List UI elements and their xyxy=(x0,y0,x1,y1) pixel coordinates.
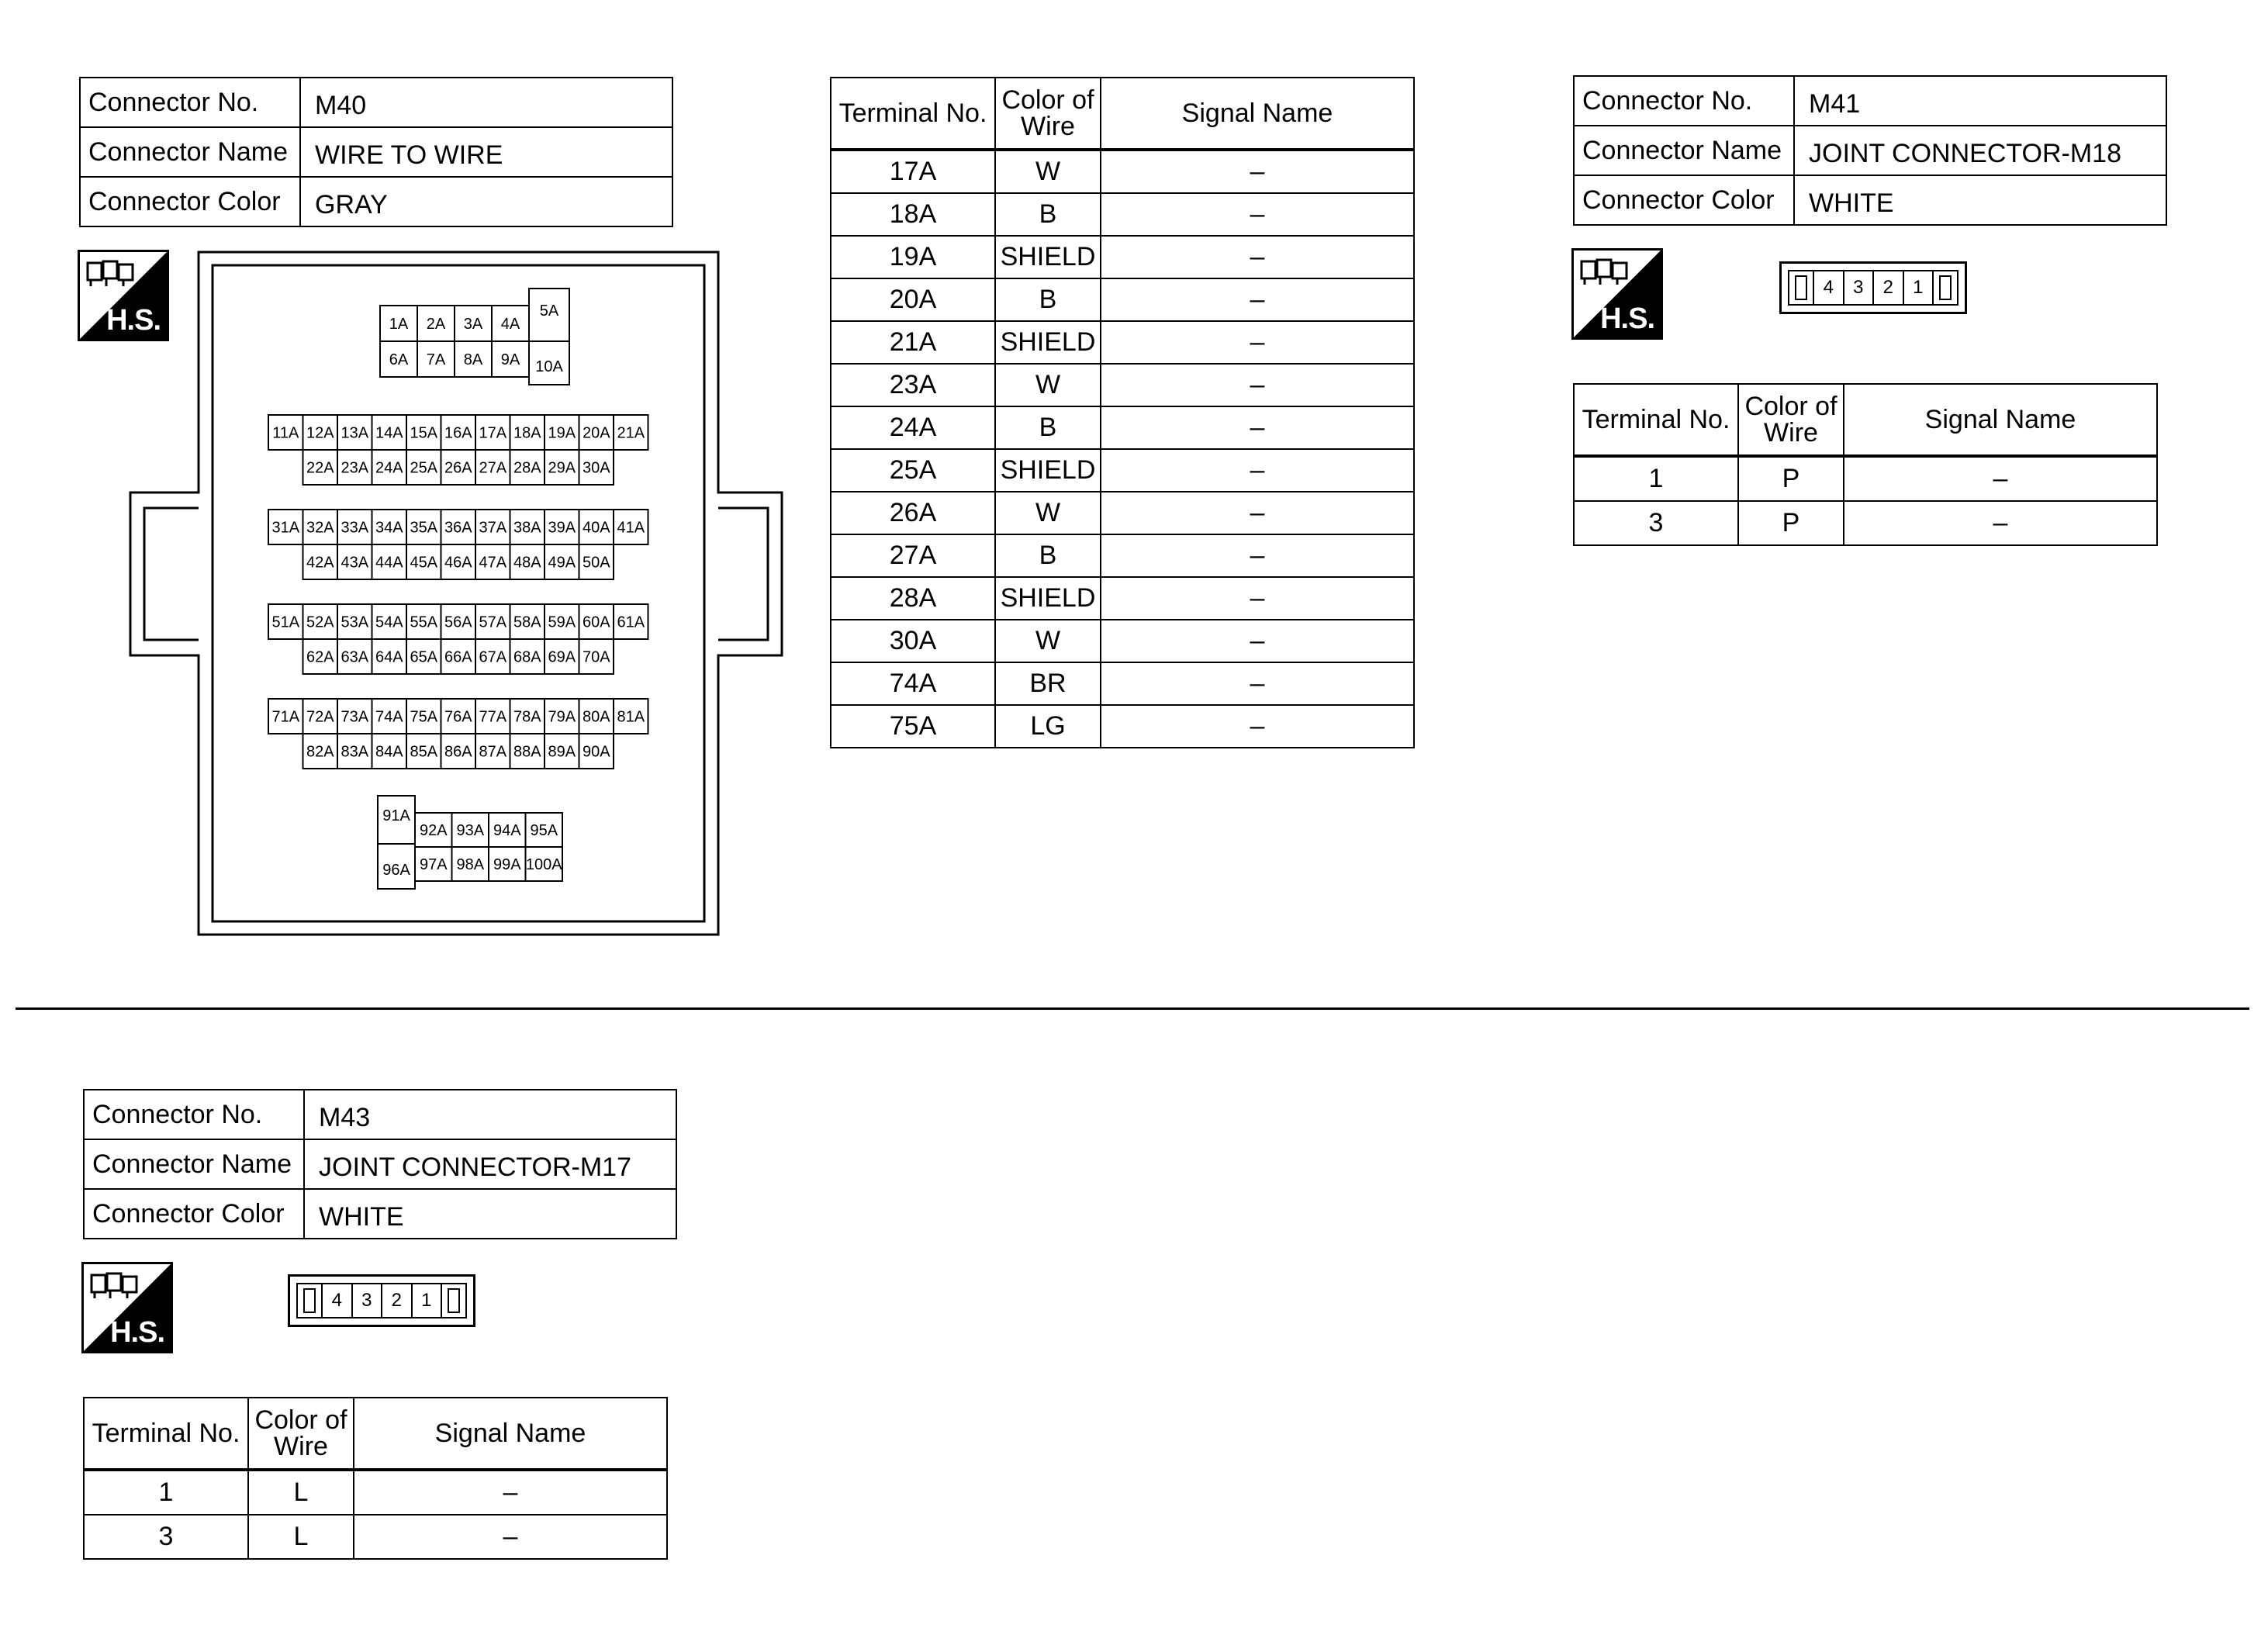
signal-name-cell: – xyxy=(1101,705,1414,748)
wire-color-cell: SHIELD xyxy=(995,577,1101,620)
terminal-no-header: Terminal No. xyxy=(1574,384,1738,456)
terminal-label: 35A xyxy=(410,519,438,537)
terminal-label: 23A xyxy=(341,459,369,477)
terminal-label: 70A xyxy=(582,648,610,666)
terminal-no-cell: 18A xyxy=(831,193,995,236)
connector-lock-slot xyxy=(441,1284,465,1317)
signal-name-cell: – xyxy=(1101,193,1414,236)
m43-info-table xyxy=(83,1089,677,1239)
terminal-label: 14A xyxy=(375,424,403,442)
terminal-no-cell: 3 xyxy=(1574,501,1738,545)
terminal-label: 30A xyxy=(582,459,610,477)
terminal-label: 19A xyxy=(548,424,576,442)
terminal-label: 52A xyxy=(306,613,334,631)
signal-name-cell: – xyxy=(1101,449,1414,492)
connector-color-value: WHITE xyxy=(1794,175,2166,225)
m43-connector-face xyxy=(288,1274,475,1327)
terminal-label: 38A xyxy=(513,519,541,537)
wire-color-cell: LG xyxy=(995,705,1101,748)
terminal-label: 60A xyxy=(582,613,610,631)
table-row xyxy=(831,492,1414,534)
terminal-label: 64A xyxy=(375,648,403,666)
terminal-label: 82A xyxy=(306,743,334,761)
table-row xyxy=(831,278,1414,321)
terminal-label: 17A xyxy=(479,424,507,442)
signal-name-cell: – xyxy=(354,1515,667,1559)
m40-terminal-table xyxy=(830,77,1415,748)
terminal-label: 61A xyxy=(617,613,645,631)
terminal-label: 20A xyxy=(582,424,610,442)
wire-color-cell: SHIELD xyxy=(995,449,1101,492)
pin-1: 1 xyxy=(1913,277,1924,298)
terminal-label: 73A xyxy=(341,708,369,726)
connector-no-value: M41 xyxy=(1794,76,2166,126)
table-row xyxy=(831,406,1414,449)
connector-color-value: GRAY xyxy=(300,177,672,226)
connector-no-value: M40 xyxy=(300,78,672,127)
terminal-label: 53A xyxy=(341,613,369,631)
wire-color-cell: L xyxy=(248,1515,354,1559)
pin-1: 1 xyxy=(421,1290,432,1311)
terminal-label: 92A xyxy=(419,822,448,839)
terminal-no-cell: 17A xyxy=(831,150,995,193)
terminal-label: 97A xyxy=(419,856,448,873)
terminal-label: 49A xyxy=(548,554,576,572)
terminal-label: 44A xyxy=(375,554,403,572)
connector-name-label: Connector Name xyxy=(1574,126,1794,175)
terminal-label: 71A xyxy=(271,708,300,726)
terminal-label: 69A xyxy=(548,648,576,666)
terminal-label: 34A xyxy=(375,519,403,537)
signal-name-cell: – xyxy=(1101,364,1414,406)
hs-badge-icon xyxy=(81,1262,173,1353)
terminal-label: 6A xyxy=(389,351,409,368)
table-row xyxy=(831,577,1414,620)
signal-name-header: Signal Name xyxy=(1844,384,2157,456)
m40-connector-face xyxy=(124,248,791,938)
connector-color-label: Connector Color xyxy=(1574,175,1794,225)
terminal-label: 7A xyxy=(426,351,446,368)
terminal-label: 22A xyxy=(306,459,334,477)
terminal-label: 13A xyxy=(341,424,369,442)
wire-color-cell: L xyxy=(248,1470,354,1515)
wire-color-cell: W xyxy=(995,492,1101,534)
terminal-label: 94A xyxy=(493,822,521,839)
terminal-no-header: Terminal No. xyxy=(84,1398,248,1470)
terminal-no-cell: 27A xyxy=(831,534,995,577)
terminal-label: 80A xyxy=(582,708,610,726)
terminal-label: 24A xyxy=(375,459,403,477)
terminal-label: 9A xyxy=(500,351,520,368)
terminal-label: 29A xyxy=(548,459,576,477)
pin-2: 2 xyxy=(1874,271,1904,304)
signal-name-header: Signal Name xyxy=(1101,78,1414,150)
pin-3: 3 xyxy=(1844,271,1875,304)
color-of-wire-header: Color of Wire xyxy=(995,78,1101,150)
signal-name-cell: – xyxy=(1101,321,1414,364)
wire-color-cell: SHIELD xyxy=(995,321,1101,364)
connector-color-label: Connector Color xyxy=(80,177,300,226)
terminal-label: 10A xyxy=(535,358,563,375)
wire-color-cell: P xyxy=(1738,456,1844,501)
terminal-label: 15A xyxy=(410,424,438,442)
terminal-label: 32A xyxy=(306,519,334,537)
table-row xyxy=(84,1470,667,1515)
terminal-label: 63A xyxy=(341,648,369,666)
terminal-label: 2A xyxy=(426,316,446,333)
terminal-no-cell: 24A xyxy=(831,406,995,449)
terminal-label: 40A xyxy=(582,519,610,537)
terminal-label: 48A xyxy=(513,554,541,572)
terminal-label: 56A xyxy=(444,613,472,631)
terminal-label: 83A xyxy=(341,743,369,761)
terminal-no-cell: 25A xyxy=(831,449,995,492)
terminal-label: 55A xyxy=(410,613,438,631)
terminal-label: 75A xyxy=(410,708,438,726)
terminal-label: 59A xyxy=(548,613,576,631)
terminal-label: 33A xyxy=(341,519,369,537)
terminal-label: 86A xyxy=(444,743,472,761)
connector-no-value: M43 xyxy=(304,1090,676,1139)
connector-lock-slot xyxy=(298,1284,323,1317)
terminal-label: 45A xyxy=(410,554,438,572)
connector-name-value: JOINT CONNECTOR-M17 xyxy=(304,1139,676,1189)
terminal-label: 78A xyxy=(513,708,541,726)
terminal-label: 96A xyxy=(382,862,410,879)
connector-no-label: Connector No. xyxy=(84,1090,304,1139)
table-row xyxy=(1574,501,2157,545)
wire-color-cell: B xyxy=(995,406,1101,449)
terminal-label: 41A xyxy=(617,519,645,537)
pin-3: 3 xyxy=(353,1284,383,1317)
signal-name-header: Signal Name xyxy=(354,1398,667,1470)
connector-color-value: WHITE xyxy=(304,1189,676,1239)
terminal-no-cell: 28A xyxy=(831,577,995,620)
pin-4: 4 xyxy=(323,1284,353,1317)
pin-2: 2 xyxy=(382,1284,413,1317)
terminal-label: 74A xyxy=(375,708,403,726)
pin-4: 4 xyxy=(1814,271,1844,304)
signal-name-cell: – xyxy=(1101,620,1414,662)
terminal-label: 77A xyxy=(479,708,507,726)
terminal-label: 54A xyxy=(375,613,403,631)
signal-name-cell: – xyxy=(1844,501,2157,545)
terminal-no-cell: 20A xyxy=(831,278,995,321)
terminal-label: 5A xyxy=(539,302,559,320)
terminal-label: 58A xyxy=(513,613,541,631)
hs-label: H.S. xyxy=(106,304,161,337)
terminal-label: 21A xyxy=(617,424,645,442)
connector-name-label: Connector Name xyxy=(80,127,300,177)
connector-color-label: Connector Color xyxy=(84,1189,304,1239)
signal-name-cell: – xyxy=(1101,662,1414,705)
terminal-no-cell: 74A xyxy=(831,662,995,705)
table-row xyxy=(831,364,1414,406)
terminal-label: 27A xyxy=(479,459,507,477)
terminal-label: 99A xyxy=(493,856,521,873)
terminal-no-cell: 1 xyxy=(1574,456,1738,501)
terminal-label: 57A xyxy=(479,613,507,631)
terminal-label: 31A xyxy=(271,519,300,537)
section-divider xyxy=(16,1007,2249,1010)
terminal-label: 37A xyxy=(479,519,507,537)
connector-name-value: JOINT CONNECTOR-M18 xyxy=(1794,126,2166,175)
connector-lock-slot xyxy=(1932,271,1957,304)
wire-color-cell: B xyxy=(995,193,1101,236)
terminal-label: 68A xyxy=(513,648,541,666)
table-row xyxy=(831,449,1414,492)
terminal-label: 28A xyxy=(513,459,541,477)
m40-info-table xyxy=(79,77,673,227)
terminal-label: 84A xyxy=(375,743,403,761)
terminal-label: 25A xyxy=(410,459,438,477)
connector-name-value: WIRE TO WIRE xyxy=(300,127,672,177)
wire-color-cell: B xyxy=(995,534,1101,577)
terminal-label: 67A xyxy=(479,648,507,666)
terminal-label: 93A xyxy=(456,822,485,839)
connector-no-label: Connector No. xyxy=(80,78,300,127)
table-row xyxy=(831,150,1414,193)
signal-name-cell: – xyxy=(1101,278,1414,321)
terminal-label: 65A xyxy=(410,648,438,666)
terminal-label: 95A xyxy=(530,822,558,839)
terminal-no-cell: 1 xyxy=(84,1470,248,1515)
wire-color-cell: SHIELD xyxy=(995,236,1101,278)
table-row xyxy=(831,620,1414,662)
terminal-label: 43A xyxy=(341,554,369,572)
terminal-label: 1A xyxy=(389,316,409,333)
terminal-label: 42A xyxy=(306,554,334,572)
terminal-label: 85A xyxy=(410,743,438,761)
table-row xyxy=(831,662,1414,705)
terminal-no-cell: 75A xyxy=(831,705,995,748)
terminal-label: 26A xyxy=(444,459,472,477)
table-row xyxy=(831,236,1414,278)
wire-color-cell: B xyxy=(995,278,1101,321)
terminal-label: 51A xyxy=(271,613,300,631)
signal-name-cell: – xyxy=(354,1470,667,1515)
right-latch xyxy=(718,508,768,640)
signal-name-cell: – xyxy=(1844,456,2157,501)
terminal-no-cell: 19A xyxy=(831,236,995,278)
terminal-no-cell: 3 xyxy=(84,1515,248,1559)
terminal-label: 81A xyxy=(617,708,645,726)
connector-no-label: Connector No. xyxy=(1574,76,1794,126)
terminal-label: 47A xyxy=(479,554,507,572)
table-row xyxy=(831,705,1414,748)
terminal-no-cell: 26A xyxy=(831,492,995,534)
table-row xyxy=(831,193,1414,236)
terminal-label: 76A xyxy=(444,708,472,726)
m41-terminal-table xyxy=(1573,383,2158,546)
table-row xyxy=(1574,456,2157,501)
terminal-label: 12A xyxy=(306,424,334,442)
signal-name-cell: – xyxy=(1101,406,1414,449)
wire-color-cell: P xyxy=(1738,501,1844,545)
m41-connector-face xyxy=(1779,261,1967,314)
wire-color-cell: BR xyxy=(995,662,1101,705)
table-row xyxy=(84,1515,667,1559)
terminal-label: 8A xyxy=(463,351,483,368)
connector-name-label: Connector Name xyxy=(84,1139,304,1189)
left-latch xyxy=(144,508,199,640)
terminal-label: 87A xyxy=(479,743,507,761)
terminal-label: 62A xyxy=(306,648,334,666)
wire-color-cell: W xyxy=(995,150,1101,193)
terminal-label: 89A xyxy=(548,743,576,761)
terminal-no-cell: 30A xyxy=(831,620,995,662)
table-row xyxy=(831,321,1414,364)
m43-terminal-table xyxy=(83,1397,668,1560)
terminal-label: 11A xyxy=(272,424,299,442)
terminal-no-cell: 23A xyxy=(831,364,995,406)
terminal-label: 90A xyxy=(582,743,610,761)
connector-lock-slot xyxy=(1789,271,1814,304)
terminal-no-cell: 21A xyxy=(831,321,995,364)
terminal-label: 3A xyxy=(463,316,483,333)
color-of-wire-header: Color of Wire xyxy=(1738,384,1844,456)
hs-badge-icon xyxy=(1571,248,1663,340)
signal-name-cell: – xyxy=(1101,236,1414,278)
signal-name-cell: – xyxy=(1101,492,1414,534)
table-row xyxy=(831,534,1414,577)
terminal-label: 39A xyxy=(548,519,576,537)
terminal-label: 46A xyxy=(444,554,472,572)
terminal-label: 36A xyxy=(444,519,472,537)
wire-color-cell: W xyxy=(995,620,1101,662)
signal-name-cell: – xyxy=(1101,577,1414,620)
color-of-wire-header: Color of Wire xyxy=(248,1398,354,1470)
terminal-label: 66A xyxy=(444,648,472,666)
wire-color-cell: W xyxy=(995,364,1101,406)
signal-name-cell: – xyxy=(1101,534,1414,577)
signal-name-cell: – xyxy=(1101,150,1414,193)
m41-info-table xyxy=(1573,75,2167,226)
terminal-label: 100A xyxy=(525,856,562,873)
terminal-label: 50A xyxy=(582,554,610,572)
hs-label: H.S. xyxy=(110,1316,164,1349)
terminal-label: 4A xyxy=(500,316,520,333)
terminal-label: 98A xyxy=(456,856,485,873)
terminal-label: 88A xyxy=(513,743,541,761)
terminal-label: 16A xyxy=(444,424,472,442)
terminal-no-header: Terminal No. xyxy=(831,78,995,150)
terminal-label: 72A xyxy=(306,708,334,726)
terminal-label: 79A xyxy=(548,708,576,726)
terminal-label: 91A xyxy=(382,807,410,824)
terminal-label: 18A xyxy=(513,424,541,442)
hs-label: H.S. xyxy=(1600,302,1654,335)
